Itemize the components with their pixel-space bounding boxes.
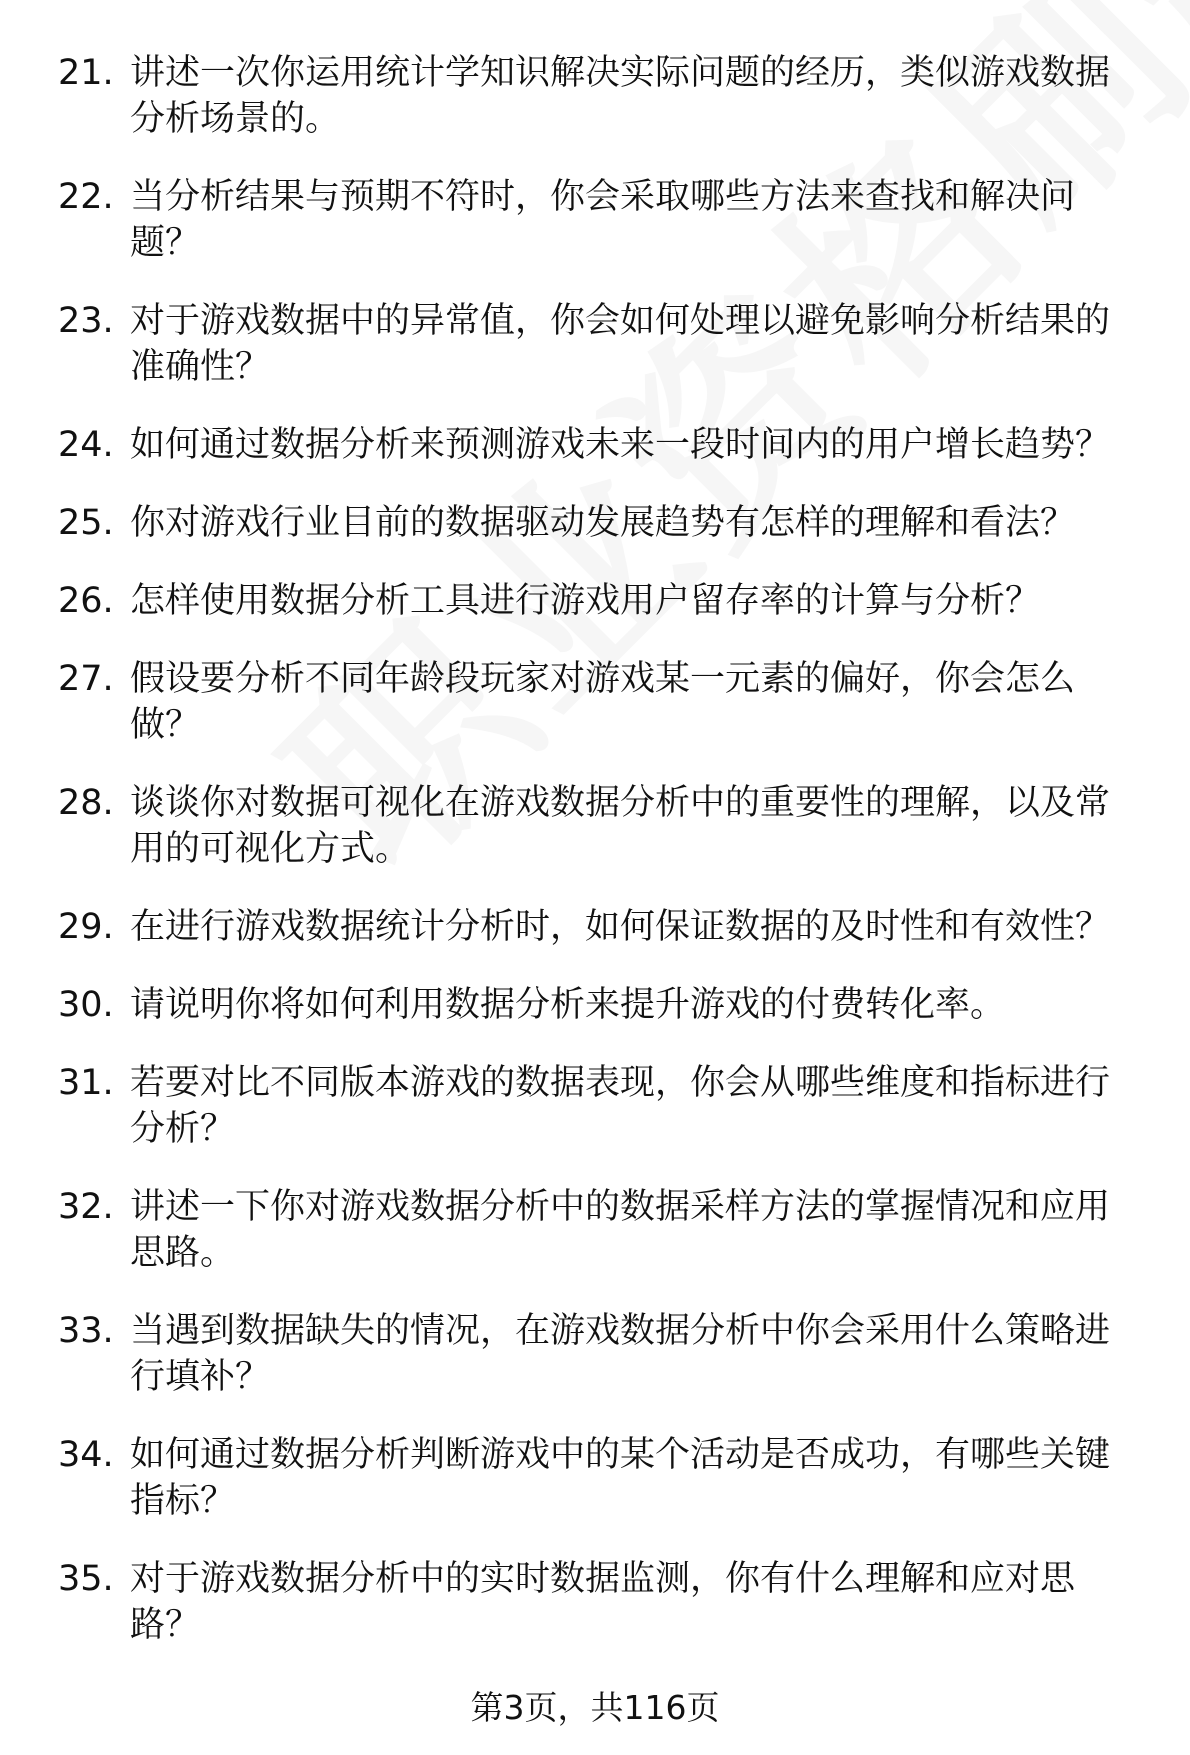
question-item — [58, 780, 1148, 872]
question-item — [58, 298, 1148, 390]
question-item — [58, 500, 1148, 546]
question-text: 讲述一次你运用统计学知识解决实际问题的经历，类似游戏数据分析场景的。 — [130, 53, 1111, 139]
question-item — [58, 174, 1148, 266]
question-number: 26. — [58, 581, 114, 621]
question-text: 当分析结果与预期不符时，你会采取哪些方法来查找和解决问题？ — [130, 177, 1076, 263]
question-item — [58, 578, 1148, 624]
question-text: 如何通过数据分析判断游戏中的某个活动是否成功，有哪些关键指标？ — [130, 1435, 1111, 1521]
question-text: 讲述一下你对游戏数据分析中的数据采样方法的掌握情况和应用思路。 — [130, 1187, 1111, 1273]
question-text: 怎样使用数据分析工具进行游戏用户留存率的计算与分析？ — [130, 581, 1041, 621]
question-text: 谈谈你对数据可视化在游戏数据分析中的重要性的理解，以及常用的可视化方式。 — [130, 783, 1111, 869]
question-item — [58, 904, 1148, 950]
question-item — [58, 982, 1148, 1028]
question-text: 对于游戏数据中的异常值，你会如何处理以避免影响分析结果的准确性？ — [130, 301, 1111, 387]
question-number: 32. — [58, 1187, 114, 1227]
question-text: 你对游戏行业目前的数据驱动发展趋势有怎样的理解和看法？ — [130, 503, 1076, 543]
question-text: 当遇到数据缺失的情况，在游戏数据分析中你会采用什么策略进行填补？ — [130, 1311, 1111, 1397]
question-number: 34. — [58, 1435, 114, 1475]
question-item — [58, 422, 1148, 468]
question-text: 假设要分析不同年龄段玩家对游戏某一元素的偏好，你会怎么做？ — [130, 659, 1076, 745]
question-number: 33. — [58, 1311, 114, 1351]
question-item — [58, 1308, 1148, 1400]
question-number: 30. — [58, 985, 114, 1025]
question-number: 23. — [58, 301, 114, 341]
question-number: 27. — [58, 659, 114, 699]
question-text: 在进行游戏数据统计分析时，如何保证数据的及时性和有效性？ — [130, 907, 1111, 947]
question-number: 21. — [58, 53, 114, 93]
page-footer: 第3页，共116页 — [470, 1688, 720, 1727]
question-text: 请说明你将如何利用数据分析来提升游戏的付费转化率。 — [130, 985, 1006, 1025]
question-item — [58, 1556, 1148, 1648]
question-number: 31. — [58, 1063, 114, 1103]
question-text: 对于游戏数据分析中的实时数据监测，你有什么理解和应对思路？ — [130, 1559, 1076, 1645]
question-number: 35. — [58, 1559, 114, 1599]
question-text: 如何通过数据分析来预测游戏未来一段时间内的用户增长趋势？ — [130, 425, 1111, 465]
question-item — [58, 50, 1148, 142]
question-list — [58, 50, 1148, 1680]
question-number: 24. — [58, 425, 114, 465]
question-number: 22. — [58, 177, 114, 217]
question-item — [58, 1432, 1148, 1524]
question-number: 28. — [58, 783, 114, 823]
question-number: 25. — [58, 503, 114, 543]
question-item — [58, 1184, 1148, 1276]
question-item — [58, 656, 1148, 748]
question-item — [58, 1060, 1148, 1152]
question-number: 29. — [58, 907, 114, 947]
question-text: 若要对比不同版本游戏的数据表现，你会从哪些维度和指标进行分析？ — [130, 1063, 1111, 1149]
